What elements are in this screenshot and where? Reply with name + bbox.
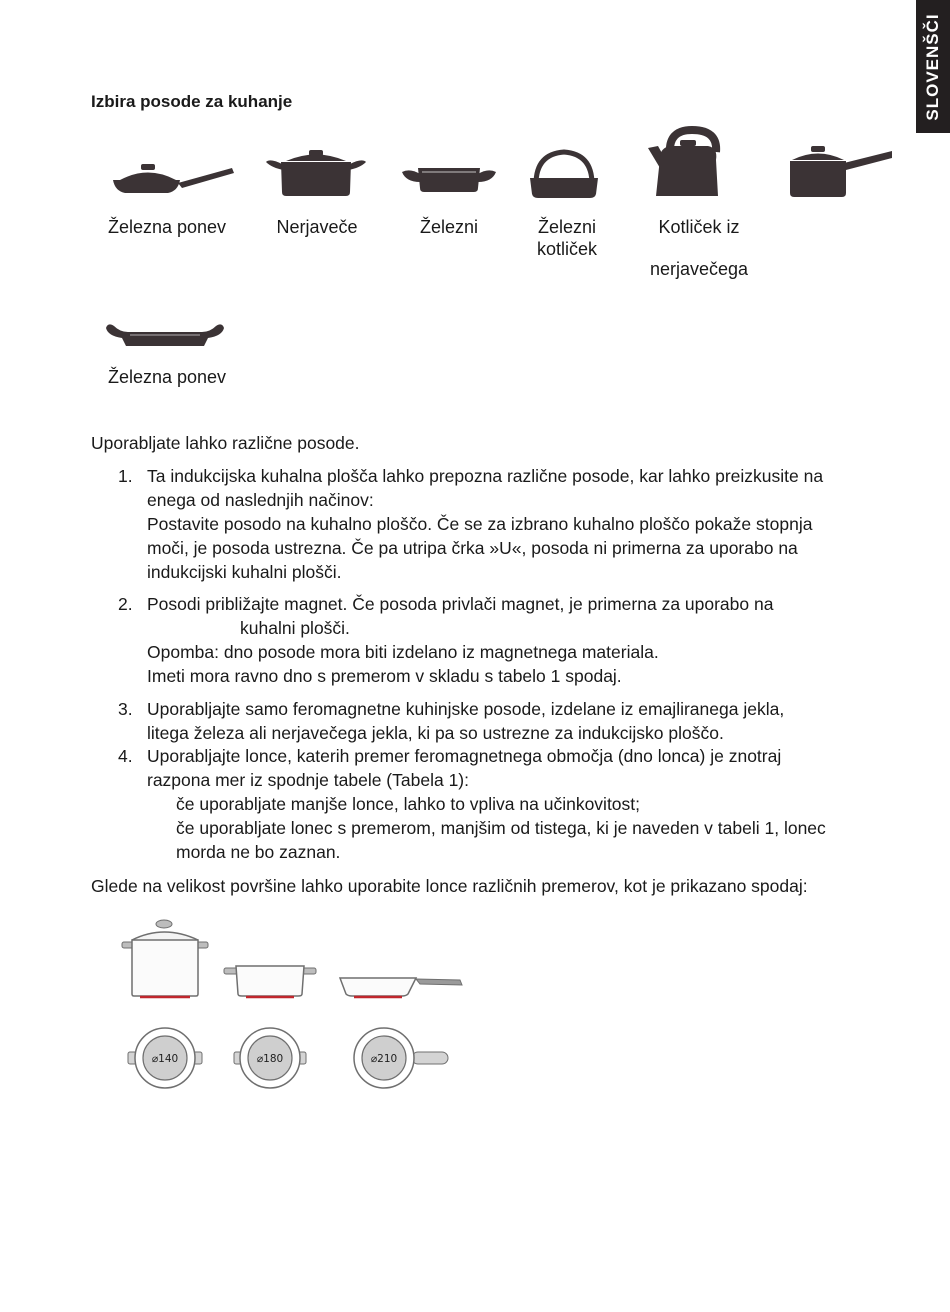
frying-pan-lid-icon — [110, 160, 236, 198]
caption-whistling-kettle-line: Kotliček iz — [658, 217, 740, 237]
stock-pot-side-diagram — [120, 916, 210, 1002]
diameter-label: ⌀180 — [256, 1053, 284, 1065]
outro-text: Glede na velikost površine lahko uporabite lonce različnih premerov, kot je prikazano spodaj: — [91, 876, 808, 896]
list-item — [91, 464, 901, 584]
caption-whistling-kettle — [628, 216, 770, 280]
frying-pan-top-diagram — [352, 1026, 450, 1090]
language-tab-label: SLOVENŠČI — [923, 12, 942, 121]
section-title: Izbira posode za kuhanje — [91, 92, 293, 111]
list-line: Postavite posodo na kuhalno ploščo. Če se za izbrano kuhalno ploščo pokaže stopnja — [147, 514, 813, 534]
caption-iron-kettle — [518, 216, 616, 260]
caption-frying-pan: Železna ponev — [107, 217, 227, 237]
list-number: 1. — [118, 466, 133, 486]
stainless-pot-icon — [264, 148, 368, 198]
list-line: kuhalni plošči. — [240, 618, 350, 638]
list-item — [91, 744, 901, 864]
casserole-top-diagram — [232, 1026, 308, 1090]
list-line: indukcijski kuhalni plošči. — [147, 562, 342, 582]
list-line: Ta indukcijska kuhalna plošča lahko prepozna različne posode, kar lahko preizkusite na — [147, 466, 824, 486]
caption-iron-kettle-line: Železni — [537, 217, 597, 237]
list-line: Uporabljajte lonce, katerih premer feromagnetnega območja (dno lonca) je znotraj — [147, 746, 782, 766]
saucepan-icon — [786, 143, 894, 199]
list-line: morda ne bo zaznan. — [176, 842, 341, 862]
caption-iron-kettle-line: kotliček — [536, 239, 598, 259]
list-line: če uporabljate lonec s premerom, manjšim od tistega, ki je naveden v tabeli 1, lonec — [176, 818, 826, 838]
list-line: litega železa ali nerjavečega jekla, ki pa so ustrezne za indukcijsko ploščo. — [147, 723, 724, 743]
diameter-label: ⌀210 — [370, 1053, 398, 1065]
cast-iron-dish-icon — [400, 164, 498, 194]
iron-kettle-icon — [526, 148, 602, 200]
list-line: Imeti mora ravno dno s premerom v skladu s tabelo 1 spodaj. — [147, 666, 622, 686]
whistling-kettle-icon — [646, 124, 726, 200]
list-item — [91, 697, 901, 745]
list-number: 4. — [118, 746, 133, 766]
list-line: moči, je posoda ustrezna. Če pa utripa črka »U«, posoda ni primerna za uporabo na — [147, 538, 798, 558]
list-line: Uporabljajte samo feromagnetne kuhinjske posode, izdelane iz emajliranega jekla, — [147, 699, 785, 719]
caption-grill-pan: Železna ponev — [107, 367, 227, 387]
language-tab — [916, 0, 950, 133]
list-line: Posodi približajte magnet. Če posoda privlači magnet, je primerna za uporabo na — [147, 594, 774, 614]
caption-cast-iron-dish: Železni — [419, 217, 479, 237]
stock-pot-top-diagram — [126, 1026, 204, 1090]
casserole-side-diagram — [222, 962, 318, 1004]
list-line: Opomba: dno posode mora biti izdelano iz magnetnega materiala. — [147, 642, 659, 662]
intro-text: Uporabljate lahko različne posode. — [91, 433, 360, 453]
grill-pan-icon — [104, 320, 226, 350]
caption-stainless-pot: Nerjaveče — [276, 217, 358, 237]
list-line: enega od naslednjih načinov: — [147, 490, 374, 510]
list-line: razpona mer iz spodnje tabele (Tabela 1): — [147, 770, 469, 790]
caption-whistling-kettle-line: nerjavečega — [649, 259, 749, 279]
frying-pan-side-diagram — [336, 972, 466, 1002]
list-number: 3. — [118, 699, 133, 719]
list-number: 2. — [118, 594, 133, 614]
list-line: če uporabljate manjše lonce, lahko to vpliva na učinkovitost; — [176, 794, 641, 814]
list-item — [91, 592, 901, 688]
diameter-label: ⌀140 — [151, 1053, 179, 1065]
